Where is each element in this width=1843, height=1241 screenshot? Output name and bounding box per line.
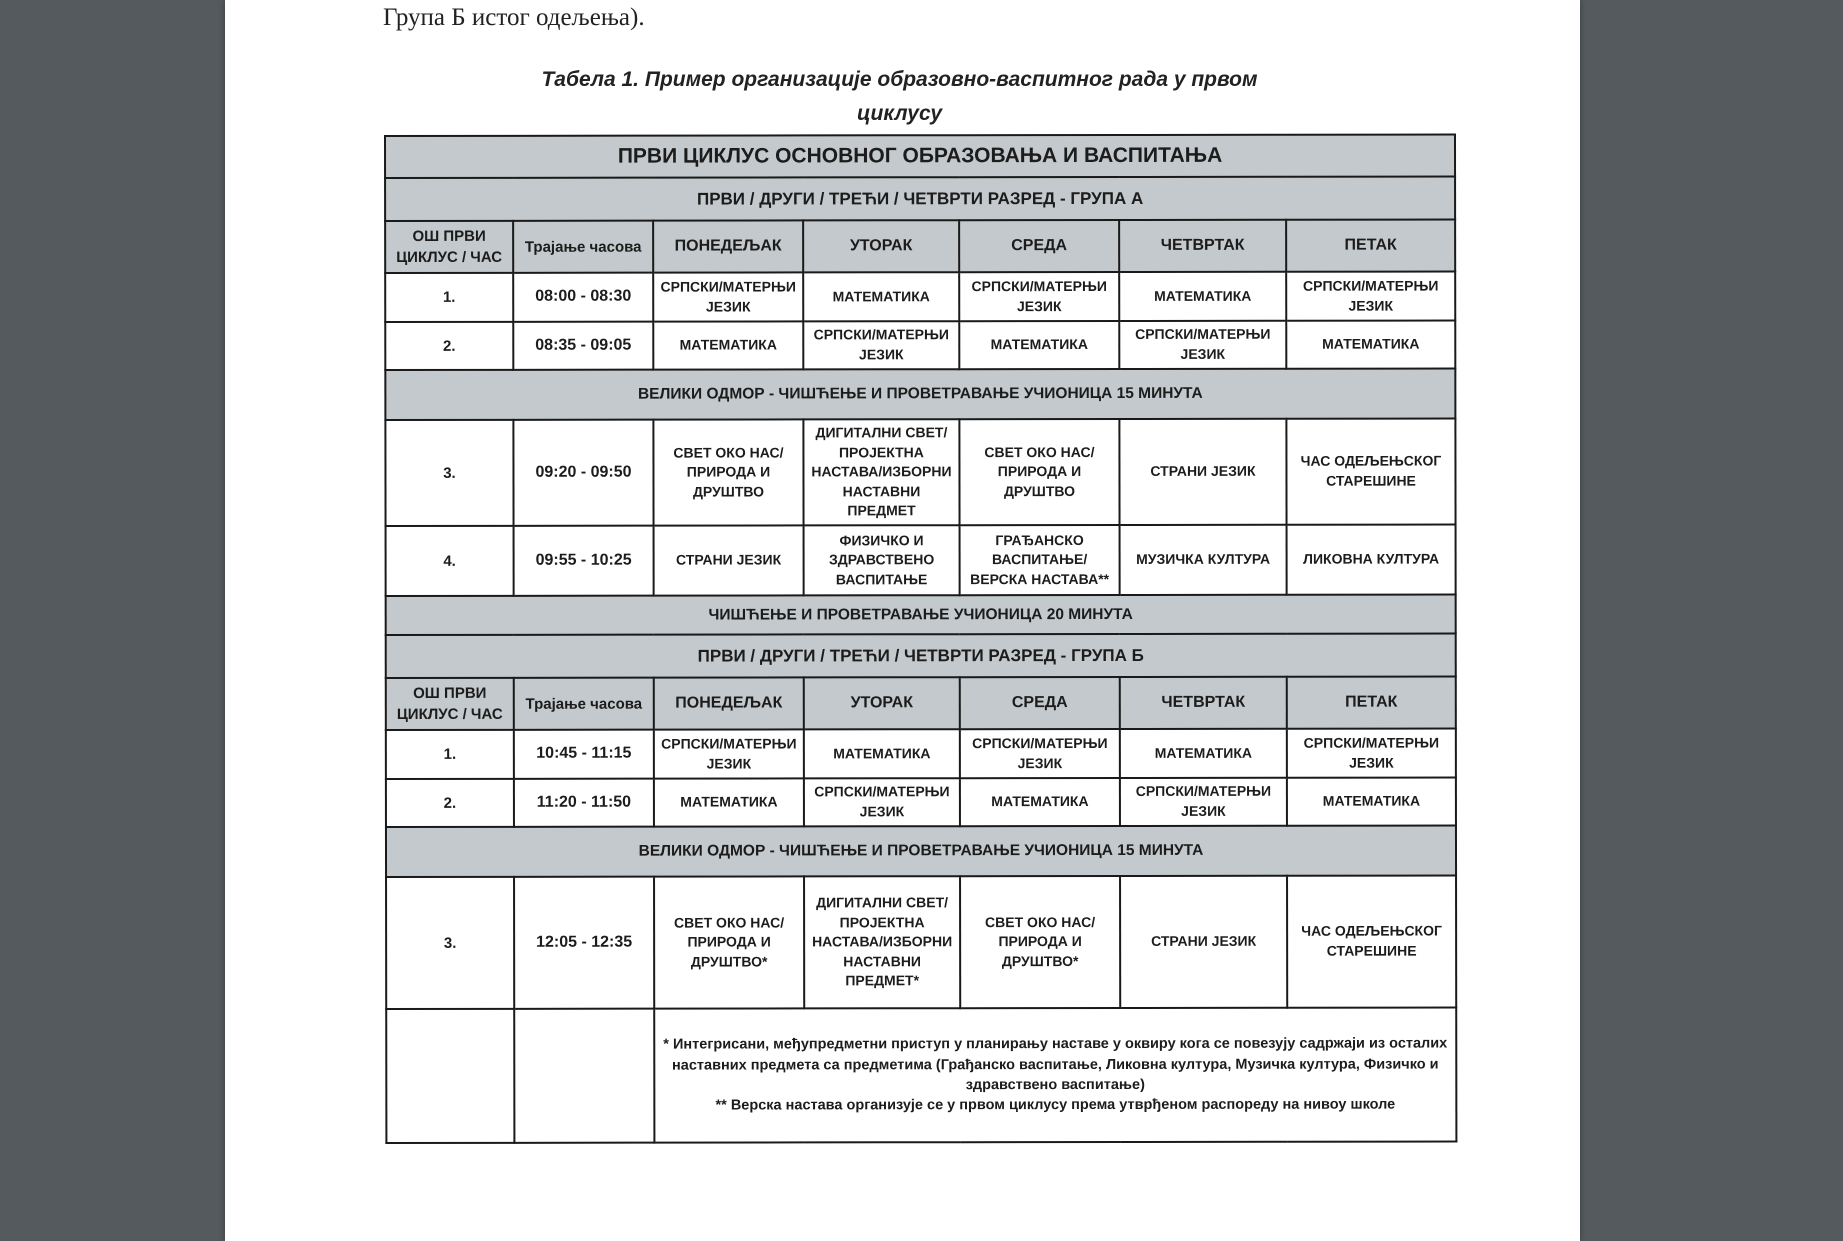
subject-cell: МАТЕМАТИКА — [803, 272, 959, 321]
subject-cell: ДИГИТАЛНИ СВЕТ/ПРОЈЕКТНА НАСТАВА/ИЗБОРНИ НАСТАВНИ ПРЕДМЕТ — [803, 419, 959, 525]
lesson-time: 11:20 - 11:50 — [514, 779, 654, 827]
lesson-time: 12:05 - 12:35 — [514, 877, 654, 1009]
empty-cell — [514, 1009, 654, 1143]
subject-cell: МАТЕМАТИКА — [1120, 729, 1287, 778]
notes-row — [386, 1008, 1456, 1143]
footnote-1: * Интегрисани, међупредметни приступ у планирању наставе у оквиру кога се повезују садржаји из осталих наставних предмета са предметима (Грађанско васпитање, Ликовна култура, Музичка култура, Физичко и здравствено васпитање) — [663, 1035, 1448, 1094]
lesson-number: 2. — [385, 322, 513, 370]
column-header: ПОНЕДЕЉАК — [654, 677, 804, 729]
subject-cell: СРПСКИ/МАТЕРЊИ ЈЕЗИК — [959, 272, 1119, 321]
table-caption-line1: Табела 1. Пример организације образовно-васпитног рада у првом — [541, 68, 1258, 91]
subject-cell: СРПСКИ/МАТЕРЊИ ЈЕЗИК — [1287, 729, 1456, 778]
table-row — [386, 778, 1456, 827]
group-a-heading: ПРВИ / ДРУГИ / ТРЕЋИ / ЧЕТВРТИ РАЗРЕД - ГРУПА А — [385, 177, 1455, 221]
column-header: ПОНЕДЕЉАК — [653, 220, 803, 272]
column-header: ПЕТАК — [1286, 220, 1455, 272]
subject-cell: МАТЕМАТИКА — [653, 321, 803, 369]
subject-cell: ЛИКОВНА КУЛТУРА — [1287, 525, 1456, 595]
column-header: УТОРАК — [804, 677, 960, 729]
column-header: СРЕДА — [959, 220, 1119, 272]
subject-cell: ЧАС ОДЕЉЕЊСКОГ СТАРЕШИНЕ — [1286, 419, 1455, 525]
table-row — [385, 321, 1455, 370]
column-header: ОШ ПРВИ ЦИКЛУС / ЧАС — [386, 678, 514, 730]
break-row: ВЕЛИКИ ОДМОР - ЧИШЋЕЊЕ И ПРОВЕТРАВАЊЕ УЧИОНИЦА 15 МИНУТА — [385, 369, 1455, 420]
subject-cell: СРПСКИ/МАТЕРЊИ ЈЕЗИК — [654, 729, 804, 778]
subject-cell: СРПСКИ/МАТЕРЊИ ЈЕЗИК — [653, 272, 803, 321]
subject-cell: МАТЕМАТИКА — [960, 778, 1120, 826]
table-row — [386, 525, 1456, 596]
lesson-number: 1. — [386, 730, 514, 779]
subject-cell: МАТЕМАТИКА — [959, 321, 1119, 369]
subject-cell: СТРАНИ ЈЕЗИК — [1120, 876, 1287, 1008]
table-row — [386, 876, 1456, 1009]
lesson-time: 08:00 - 08:30 — [513, 273, 653, 322]
lesson-time: 08:35 - 09:05 — [513, 322, 653, 370]
subject-cell: СВЕТ ОКО НАС/ПРИРОДА И ДРУШТВО* — [654, 876, 804, 1008]
table-title: ПРВИ ЦИКЛУС ОСНОВНОГ ОБРАЗОВАЊА И ВАСПИТАЊА — [385, 135, 1455, 178]
schedule-table — [384, 134, 1457, 1144]
subject-cell: СРПСКИ/МАТЕРЊИ ЈЕЗИК — [1286, 272, 1455, 321]
lesson-time: 09:20 - 09:50 — [513, 420, 653, 526]
subject-cell: СРПСКИ/МАТЕРЊИ ЈЕЗИК — [1120, 778, 1287, 826]
table-row — [386, 729, 1456, 779]
subject-cell: ЧАС ОДЕЉЕЊСКОГ СТАРЕШИНЕ — [1287, 876, 1456, 1008]
table-row — [385, 272, 1455, 322]
column-header: Трајање часова — [513, 221, 653, 273]
column-header: ЧЕТВРТАК — [1120, 677, 1287, 729]
cleaning-break-row: ЧИШЋЕЊЕ И ПРОВЕТРАВАЊЕ УЧИОНИЦА 20 МИНУТА — [386, 595, 1456, 635]
column-header: ПЕТАК — [1287, 677, 1456, 729]
column-header: ОШ ПРВИ ЦИКЛУС / ЧАС — [385, 221, 513, 273]
break-row: ВЕЛИКИ ОДМОР - ЧИШЋЕЊЕ И ПРОВЕТРАВАЊЕ УЧИОНИЦА 15 МИНУТА — [386, 826, 1456, 877]
subject-cell: СРПСКИ/МАТЕРЊИ ЈЕЗИК — [960, 729, 1120, 778]
subject-cell: МАТЕМАТИКА — [654, 778, 804, 826]
column-header: СРЕДА — [960, 677, 1120, 729]
header-row-a — [385, 220, 1455, 273]
column-header: Трајање часова — [514, 678, 654, 730]
footnote-2: ** Верска настава организује се у првом циклусу према утврђеном распореду на нивоу школе — [715, 1096, 1396, 1114]
subject-cell: МАТЕМАТИКА — [1287, 778, 1456, 826]
subject-cell: СРПСКИ/МАТЕРЊИ ЈЕЗИК — [803, 321, 959, 369]
group-b-heading: ПРВИ / ДРУГИ / ТРЕЋИ / ЧЕТВРТИ РАЗРЕД - ГРУПА Б — [386, 634, 1456, 678]
lesson-time: 09:55 - 10:25 — [514, 526, 654, 596]
subject-cell: СВЕТ ОКО НАС/ПРИРОДА И ДРУШТВО — [959, 419, 1119, 525]
table-caption-line2: циклусу — [856, 102, 943, 125]
lesson-number: 3. — [385, 420, 513, 526]
subject-cell: СРПСКИ/МАТЕРЊИ ЈЕЗИК — [1119, 321, 1286, 369]
table-row — [385, 419, 1455, 526]
header-row-b — [386, 677, 1456, 730]
subject-cell: МАТЕМАТИКА — [1119, 272, 1286, 321]
subject-cell: СТРАНИ ЈЕЗИК — [1119, 419, 1286, 525]
subject-cell: ФИЗИЧКО И ЗДРАВСТВЕНО ВАСПИТАЊЕ — [804, 525, 960, 595]
empty-cell — [386, 1009, 514, 1143]
column-header: УТОРАК — [803, 220, 959, 272]
lesson-time: 10:45 - 11:15 — [514, 730, 654, 779]
footnotes — [654, 1008, 1456, 1143]
subject-cell: ДИГИТАЛНИ СВЕТ/ПРОЈЕКТНА НАСТАВА/ИЗБОРНИ НАСТАВНИ ПРЕДМЕТ* — [804, 876, 960, 1008]
lesson-number: 3. — [386, 877, 514, 1009]
document-page — [225, 0, 1580, 1241]
column-header: ЧЕТВРТАК — [1119, 220, 1286, 272]
subject-cell: МАТЕМАТИКА — [1286, 321, 1455, 369]
lesson-number: 1. — [385, 273, 513, 322]
subject-cell: МАТЕМАТИКА — [804, 729, 960, 778]
subject-cell: СРПСКИ/МАТЕРЊИ ЈЕЗИК — [804, 778, 960, 826]
subject-cell: СТРАНИ ЈЕЗИК — [654, 525, 804, 595]
lesson-number: 4. — [386, 526, 514, 596]
subject-cell: СВЕТ ОКО НАС/ПРИРОДА И ДРУШТВО — [653, 419, 803, 525]
subject-cell: МУЗИЧКА КУЛТУРА — [1120, 525, 1287, 595]
lesson-number: 2. — [386, 779, 514, 827]
subject-cell: ГРАЂАНСКО ВАСПИТАЊЕ/ВЕРСКА НАСТАВА** — [960, 525, 1120, 595]
intro-text: Група Б истог одељења). — [383, 4, 645, 31]
subject-cell: СВЕТ ОКО НАС/ПРИРОДА И ДРУШТВО* — [960, 876, 1120, 1008]
